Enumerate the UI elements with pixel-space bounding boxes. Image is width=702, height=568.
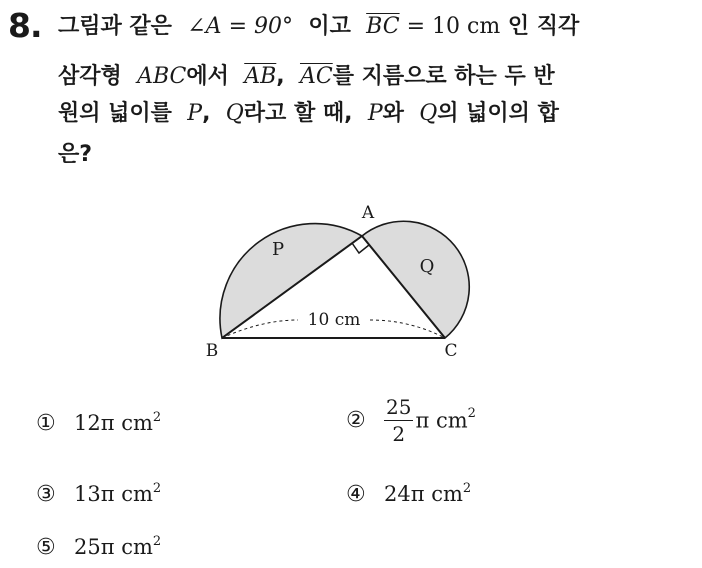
choice-exponent: 2 [152,534,162,549]
area-q: Q [225,101,244,126]
choice-3[interactable] [36,481,161,507]
label-b: B [205,341,219,361]
choice-number: ② [346,408,366,433]
question-text: 를 지름으로 하는 두 반 [332,64,555,89]
question-text: 인 직각 [507,14,580,39]
choice-2[interactable] [346,394,476,447]
label-c: C [444,341,458,361]
choice-unit: cm [431,482,463,506]
question-text: 원의 넓이를 [58,101,172,126]
question-text: 의 넓이의 합 [437,101,559,126]
choice-number: ③ [36,482,56,507]
choice-fraction [384,394,413,447]
choice-5[interactable] [36,534,161,560]
question-text: , [202,101,211,126]
question-text: 이고 [308,14,351,39]
question-text: 에서 [186,64,229,89]
segment-ab: $\overline{AB}$ [244,64,277,89]
semicircle-figure [192,190,492,365]
choice-4[interactable] [346,481,471,507]
question-line-1 [58,12,579,42]
fraction-numerator: 25 [386,395,412,419]
choice-value: 12π [74,411,115,435]
choice-exponent: 2 [467,406,476,421]
fraction-denominator: 2 [392,422,406,446]
angle-condition: ∠A = 90° [187,14,293,39]
choice-unit: cm [435,408,468,433]
area-q: Q [419,101,438,126]
choice-exponent: 2 [152,481,162,496]
choice-unit: cm [121,482,153,506]
question-line-2 [58,62,555,92]
area-p: P [367,101,383,126]
choice-unit: cm [121,535,153,559]
choice-unit: cm [121,411,153,435]
figure-svg [192,190,492,365]
label-bc-length: 10 cm [307,310,361,330]
choice-exponent: 2 [152,410,162,425]
choice-value: π [415,408,430,433]
length-condition: = 10 cm [399,14,501,39]
choice-value: 24π [384,482,425,506]
choice-value: 25π [74,535,115,559]
choice-number: ⑤ [36,535,56,560]
triangle-name: ABC [137,64,187,89]
choice-number: ① [36,411,56,436]
question-number: 8. [8,6,42,45]
question-text: 삼각형 [58,64,122,89]
label-a: A [361,203,375,223]
choice-number: ④ [346,482,366,507]
question-text: 와 [382,101,404,126]
question-text: 그림과 같은 [58,14,172,39]
segment-bc: $\overline{BC}$ [366,14,400,39]
area-p: P [187,101,203,126]
right-angle-marker [352,243,369,253]
question-line-4 [58,140,92,170]
choice-exponent: 2 [462,481,472,496]
label-p: P [271,239,285,260]
label-q: Q [419,256,435,277]
segment-ac: $\overline{AC}$ [299,64,333,89]
question-line-3 [58,99,559,129]
choice-1[interactable] [36,410,161,436]
question-text: 라고 할 때, [243,101,353,126]
question-text: , [276,64,285,89]
choice-value: 13π [74,482,115,506]
question-text: 은? [58,142,93,167]
